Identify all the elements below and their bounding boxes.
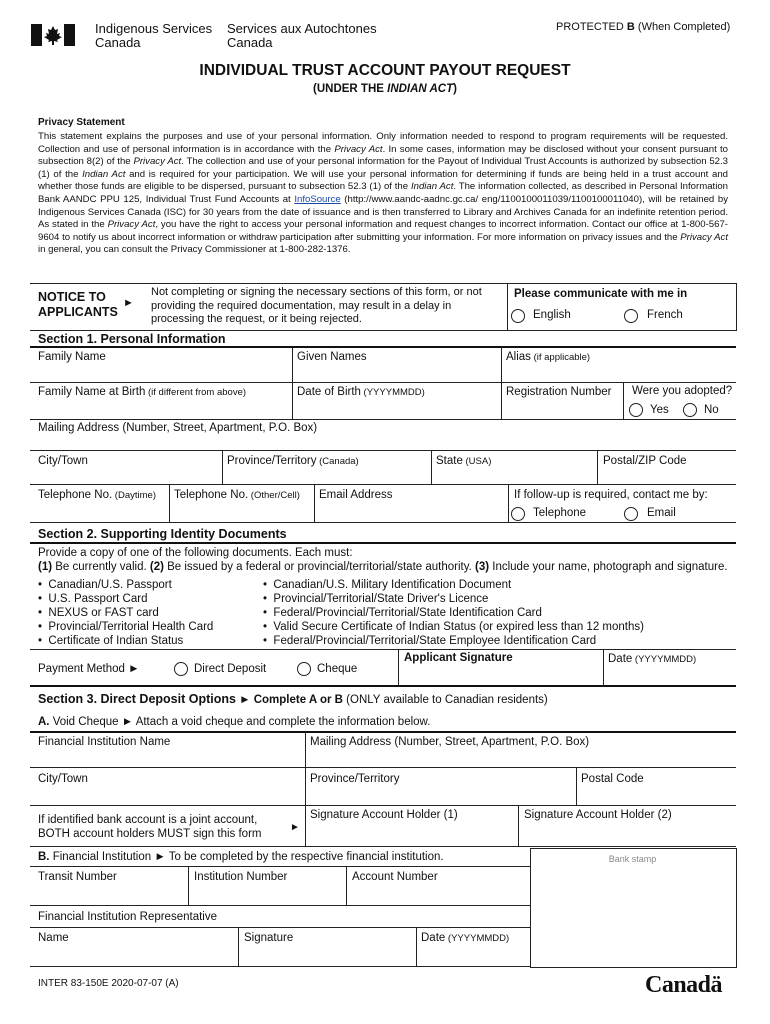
mailing-address-field[interactable]: Mailing Address (Number, Street, Apartment, P.O. Box) (38, 422, 318, 434)
adopted-yes-radio[interactable] (629, 403, 643, 417)
section3-title: Section 3. Direct Deposit Options ► Complete A or B (ONLY available to Canadian residents) (38, 692, 548, 706)
form-title: INDIVIDUAL TRUST ACCOUNT PAYOUT REQUEST (199, 62, 571, 79)
representative-date-field[interactable]: Date (YYYYMMDD) (421, 932, 510, 944)
family-name-field[interactable]: Family Name (38, 351, 106, 363)
french-radio[interactable] (624, 309, 638, 323)
email-field[interactable]: Email Address (319, 489, 393, 501)
transit-number-field[interactable]: Transit Number (38, 871, 117, 883)
registration-number-field[interactable]: Registration Number (506, 386, 612, 398)
list-item: • Certificate of Indian Status (38, 635, 184, 647)
protected-label: PROTECTED B (When Completed) (556, 21, 731, 33)
adopted-label: Were you adopted? (632, 385, 733, 397)
canada-flag-logo (31, 24, 75, 46)
city-field[interactable]: City/Town (38, 455, 88, 467)
payment-method-label: Payment Method ► (38, 663, 140, 675)
list-item: • NEXUS or FAST card (38, 607, 159, 619)
list-item: • Federal/Provincial/Territorial/State Employee Identification Card (263, 635, 597, 647)
form-subtitle: (UNDER THE INDIAN ACT) (313, 83, 457, 95)
followup-telephone-label: Telephone (533, 507, 587, 519)
followup-email-label: Email (647, 507, 676, 519)
cheque-radio[interactable] (297, 662, 311, 676)
bank-postal-code-field[interactable]: Postal Code (581, 773, 644, 785)
english-label: English (533, 309, 571, 321)
alias-field[interactable]: Alias (if applicable) (506, 351, 591, 363)
followup-label: If follow-up is required, contact me by: (514, 489, 708, 501)
direct-deposit-radio[interactable] (174, 662, 188, 676)
section2-title: Section 2. Supporting Identity Documents (38, 527, 287, 541)
cheque-label: Cheque (317, 663, 358, 675)
list-item: • Canadian/U.S. Passport (38, 579, 172, 591)
representative-signature-field[interactable]: Signature (244, 932, 294, 944)
adopted-no-label: No (704, 404, 719, 416)
section1-title: Section 1. Personal Information (38, 332, 226, 346)
date-of-birth-field[interactable]: Date of Birth (YYYYMMDD) (297, 386, 425, 398)
financial-institution-name-field[interactable]: Financial Institution Name (38, 736, 171, 748)
joint-account-arrow: ► (290, 822, 300, 833)
form-id: INTER 83-150E 2020-07-07 (A) (38, 978, 179, 989)
state-field[interactable]: State (USA) (436, 455, 492, 467)
bank-mailing-address-field[interactable]: Mailing Address (Number, Street, Apartment, P.O. Box) (310, 736, 590, 748)
bank-province-field[interactable]: Province/Territory (310, 773, 400, 785)
telephone-daytime-field[interactable]: Telephone No. (Daytime) (38, 489, 156, 501)
applicant-date-field[interactable]: Date (YYYYMMDD) (608, 653, 697, 665)
bank-stamp-label: Bank stamp (608, 854, 657, 864)
postal-zip-field[interactable]: Postal/ZIP Code (603, 455, 687, 467)
province-field[interactable]: Province/Territory (Canada) (227, 455, 359, 467)
representative-name-field[interactable]: Name (38, 932, 69, 944)
list-item: • Provincial/Territorial Health Card (38, 621, 214, 633)
dept-name-en: Indigenous Services Canada (95, 21, 213, 50)
given-names-field[interactable]: Given Names (297, 351, 367, 363)
followup-telephone-radio[interactable] (511, 507, 525, 521)
bank-stamp-box (530, 848, 737, 968)
list-item: • Valid Secure Certificate of Indian Status (or expired less than 12 months) (263, 621, 644, 633)
institution-number-field[interactable]: Institution Number (194, 871, 288, 883)
representative-label: Financial Institution Representative (38, 911, 217, 923)
privacy-heading: Privacy Statement (38, 117, 125, 128)
canada-wordmark-logo: Canadä (645, 972, 723, 998)
account-number-field[interactable]: Account Number (352, 871, 438, 883)
french-label: French (647, 309, 683, 321)
applicant-signature-field[interactable]: Applicant Signature (404, 652, 513, 664)
bank-city-field[interactable]: City/Town (38, 773, 88, 785)
infosource-link[interactable]: InfoSource (294, 193, 341, 205)
financial-institution-instruction: B. Financial Institution ► To be completed by the respective financial institution. (38, 851, 444, 863)
notice-text: Not completing or signing the necessary sections of this form, or not providing the required documentation, may result in a delay in processing the request, or it being rejected. (151, 286, 482, 325)
signature-holder2-field[interactable]: Signature Account Holder (2) (524, 809, 672, 821)
communicate-label: Please communicate with me in (514, 288, 688, 300)
direct-deposit-label: Direct Deposit (194, 663, 267, 675)
followup-email-radio[interactable] (624, 507, 638, 521)
maple-leaf-icon (31, 24, 75, 46)
list-item: • Provincial/Territorial/State Driver's Licence (263, 593, 489, 605)
telephone-other-field[interactable]: Telephone No. (Other/Cell) (174, 489, 300, 501)
english-radio[interactable] (511, 309, 525, 323)
documents-requirements: (1) Be currently valid. (2) Be issued by a federal or provincial/territorial/state authority. (3) Include your name, photograph and signature. (38, 561, 728, 573)
privacy-statement: This statement explains the purposes and use of your personal information. Only information needed to respond to program requirements will be requested. Collection and use of personal information is in accordance with the Privacy Act. In some cases, information may be disclosed without your consent pursuant to subsection 8(2) of the Privacy Act. The collection and use of your personal information for the Payout of Individual Trust Accounts is authorized by subsection 52.3 (1) of the Indian Act and is required for your participation. We will use your personal information for determining if funds are being held in a trust account and whether those funds are eligible to be dispersed, pursuant to subsection 52.3 (1) of the Indian Act. The information collected, as described in Personal Information Bank AANDC PPU 125, Individual Trust Fund Accounts at InfoSource (http://www.aandc-aadnc.gc.ca/ eng/1100100011039/1100100011040), will be retained by Indigenous Services Canada (ISC) for 30 years from the date of issuance and is then transferred to Library and Archives Canada for an indefinite retention period. As stated in the Privacy Act, you have the right to access your personal information and request changes to incorrect information. Contact our office at 1-800-567-9604 to notify us about incorrect information or withdraw participation after submitting your information. For more information on privacy issues and the Privacy Act in general, you can consult the Privacy Commissioner at 1-800-282-1376. (38, 131, 729, 256)
list-item: • U.S. Passport Card (38, 593, 148, 605)
family-name-birth-field[interactable]: Family Name at Birth (if different from above) (38, 386, 247, 398)
joint-account-note: If identified bank account is a joint account, BOTH account holders MUST sign this form (38, 814, 262, 840)
notice-label: NOTICE TO APPLICANTS (38, 290, 118, 319)
signature-holder1-field[interactable]: Signature Account Holder (1) (310, 809, 458, 821)
dept-name-fr: Services aux Autochtones Canada (227, 21, 377, 50)
list-item: • Federal/Provincial/Territorial/State Identification Card (263, 607, 542, 619)
void-cheque-instruction: A. Void Cheque ► Attach a void cheque and complete the information below. (38, 716, 431, 728)
list-item: • Canadian/U.S. Military Identification Document (263, 579, 512, 591)
documents-intro: Provide a copy of one of the following documents. Each must: (38, 547, 353, 559)
adopted-no-radio[interactable] (683, 403, 697, 417)
notice-arrow: ► (123, 297, 134, 309)
adopted-yes-label: Yes (650, 404, 669, 416)
